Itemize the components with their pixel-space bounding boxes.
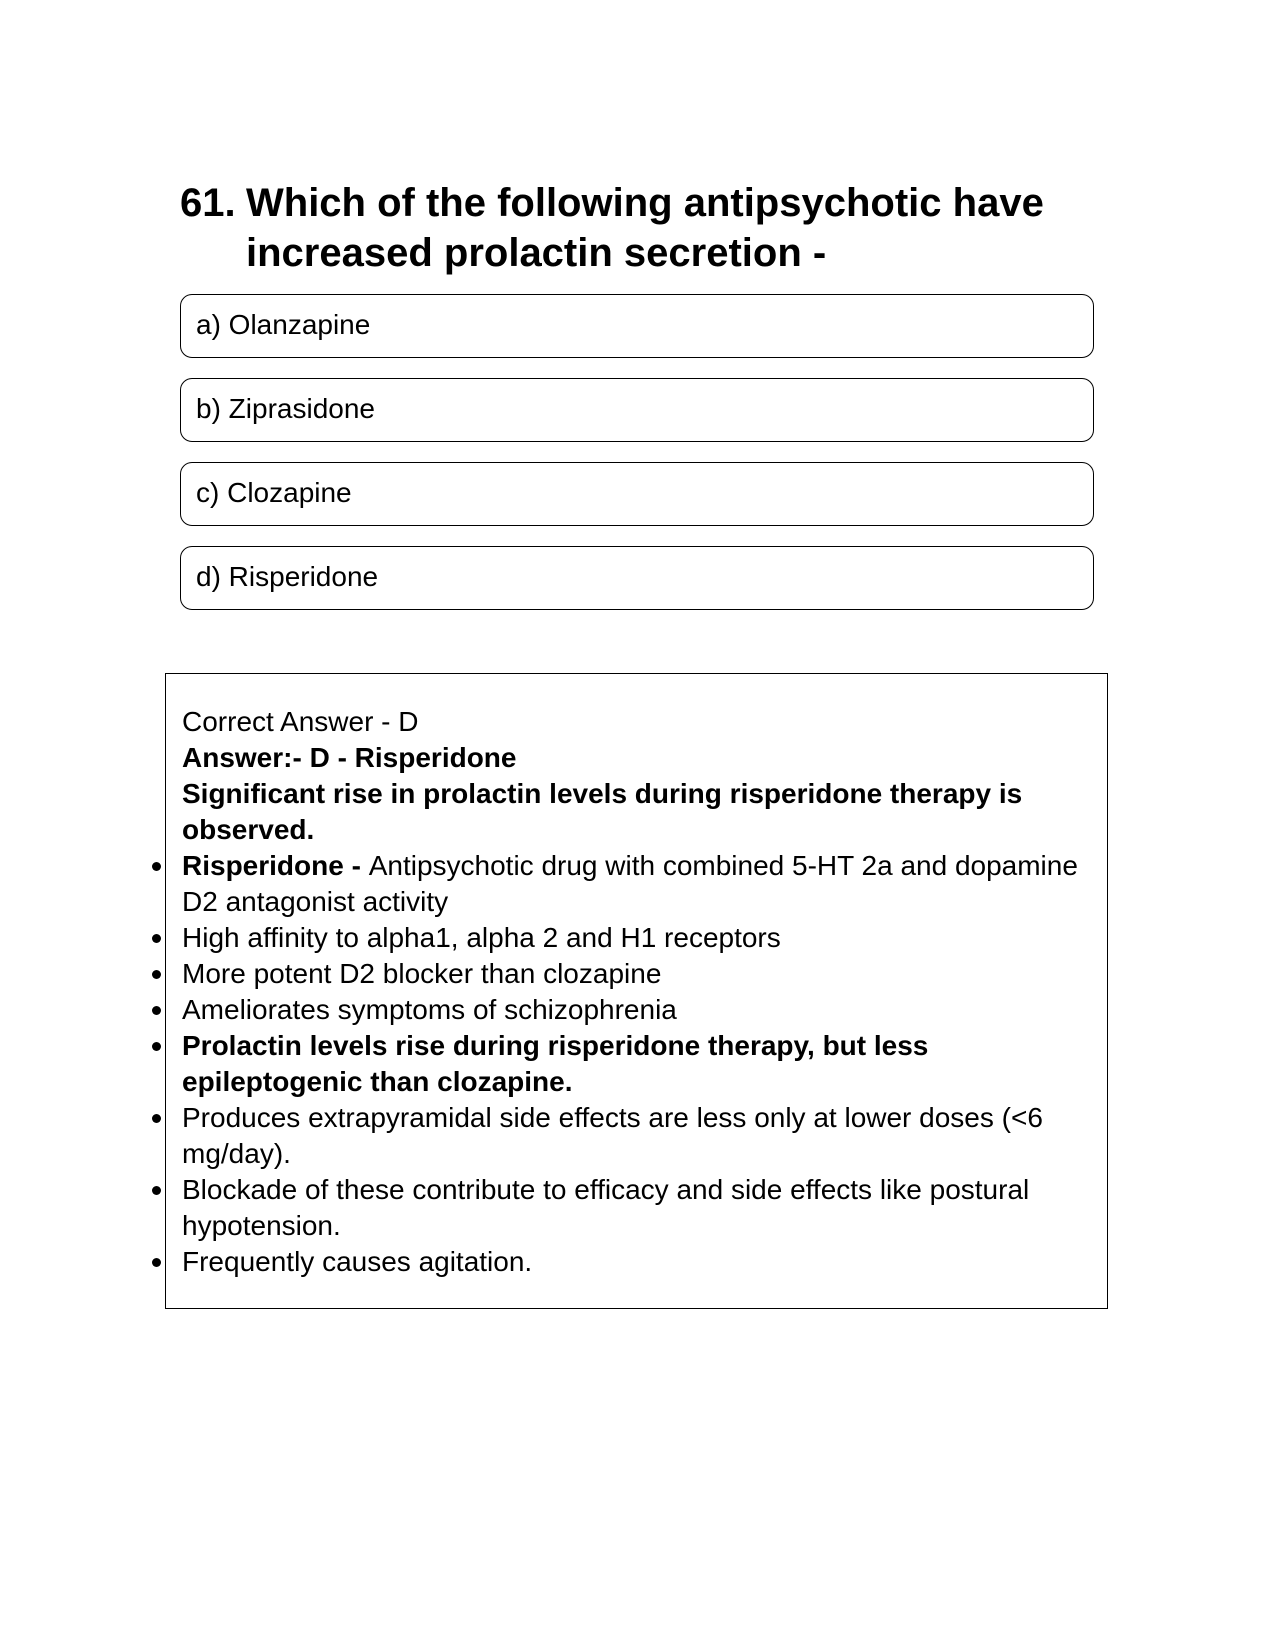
list-item: [182, 956, 1092, 992]
option-a[interactable]: [180, 294, 1094, 358]
list-item-text: Antipsychotic drug with combined 5-HT 2a and dopamine D2 antagonist activity: [182, 850, 1078, 917]
correct-answer-line: Correct Answer - D: [182, 706, 419, 737]
explanation-list: [182, 848, 1092, 1280]
list-item-text: Frequently causes agitation.: [182, 1246, 533, 1277]
answer-title: Answer:- D - Risperidone: [182, 742, 517, 773]
option-b[interactable]: [180, 378, 1094, 442]
option-a-label: a) Olanzapine: [196, 309, 371, 340]
option-d[interactable]: [180, 546, 1094, 610]
list-item: [182, 1244, 1092, 1280]
question-heading: [180, 178, 1100, 278]
list-item-text: Produces extrapyramidal side effects are less only at lower doses (<6 mg/day).: [182, 1102, 1043, 1169]
question-text: Which of the following antipsychotic have increased prolactin secretion -: [246, 181, 1044, 275]
list-item-bold: Prolactin levels rise during risperidone therapy, but less epileptogenic than clozapine.: [182, 1030, 929, 1097]
list-item: [182, 1028, 1092, 1100]
answer-summary: Significant rise in prolactin levels during risperidone therapy is observed.: [182, 778, 1023, 845]
answer-content: [182, 704, 1092, 1280]
answer-box: [165, 673, 1108, 1309]
list-item-text: Ameliorates symptoms of schizophrenia: [182, 994, 677, 1025]
option-c[interactable]: [180, 462, 1094, 526]
option-b-label: b) Ziprasidone: [196, 393, 375, 424]
list-item: [182, 1172, 1092, 1244]
list-item: [182, 920, 1092, 956]
list-item-text: High affinity to alpha1, alpha 2 and H1 receptors: [182, 922, 781, 953]
option-d-label: d) Risperidone: [196, 561, 379, 592]
list-item: [182, 1100, 1092, 1172]
question-number: 61.: [180, 181, 236, 225]
option-c-label: c) Clozapine: [196, 477, 352, 508]
list-item-text: More potent D2 blocker than clozapine: [182, 958, 662, 989]
list-item: [182, 992, 1092, 1028]
list-item-bold: Risperidone -: [182, 850, 369, 881]
list-item: [182, 848, 1092, 920]
list-item-text: Blockade of these contribute to efficacy and side effects like postural hypotension.: [182, 1174, 1030, 1241]
